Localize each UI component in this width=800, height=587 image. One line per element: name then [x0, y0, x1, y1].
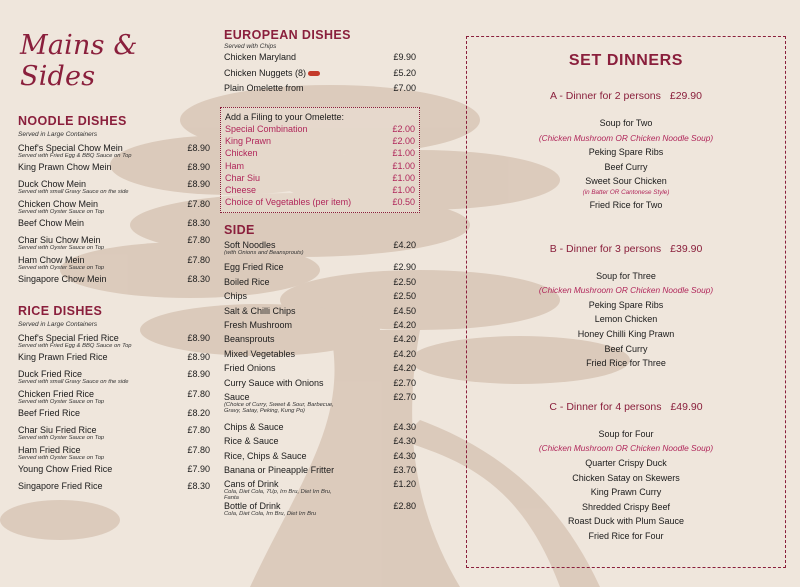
dinner-dish: Soup for Two: [599, 118, 653, 128]
rice-item-name: Char Siu Fried Rice: [18, 425, 97, 436]
dinner-dish: Shredded Crispy Beef: [581, 501, 671, 512]
rice-item-name: Young Chow Fried Rice: [18, 463, 113, 474]
side-item: [224, 320, 416, 334]
side-item-price: £4.30: [393, 421, 416, 432]
side-item-name-wrap: [224, 479, 344, 501]
dinner-dish: Peking Spare Ribs: [588, 147, 664, 158]
side-item-name-wrap: [224, 422, 284, 432]
noodle-item-name-wrap: [18, 255, 104, 271]
rice-item-price: £7.80: [187, 425, 210, 436]
rice-item-name-wrap: [18, 352, 108, 362]
noodle-item-note: Served with small Gravy Sauce on the side: [18, 189, 129, 196]
european-item-price: £7.00: [393, 83, 416, 94]
side-item-name: Banana or Pineapple Fritter: [224, 465, 335, 476]
european-item: [224, 83, 416, 99]
noodle-item-name-wrap: [18, 235, 104, 251]
rice-item: [18, 389, 210, 408]
noodle-item-price: £7.80: [187, 254, 210, 265]
mains-column: [18, 30, 210, 498]
side-item-name-wrap: [224, 436, 279, 446]
european-item-price: £9.90: [393, 52, 416, 62]
side-title: SIDE: [224, 223, 255, 238]
filling-item-name-wrap: [225, 197, 351, 207]
rice-item-name: Chef's Special Fried Rice: [18, 332, 119, 343]
omelette-filling-box: [220, 107, 420, 213]
filling-heading: Add a Filing to your Omelette:: [225, 112, 345, 123]
european-item-name: Chicken Maryland: [224, 52, 297, 62]
side-item: [224, 240, 416, 262]
noodle-item: [18, 274, 210, 291]
noodle-item-name: Beef Chow Mein: [18, 218, 85, 229]
dinner-dish: Lemon Chicken: [594, 314, 658, 325]
european-item-name-wrap: [224, 83, 304, 93]
rice-item-name: Ham Fried Rice: [18, 444, 81, 455]
side-item-name: Chips: [224, 291, 248, 302]
side-item-name: Soft Noodles: [224, 240, 276, 251]
dinner-price: £39.90: [670, 242, 703, 255]
noodle-item-name-wrap: [18, 162, 112, 172]
side-item: [224, 465, 416, 479]
side-item-price: £2.70: [393, 391, 416, 402]
noodle-item-price: £7.80: [187, 198, 210, 209]
dinner-dish: Fried Rice for Three: [586, 358, 666, 369]
filling-item-price: £2.00: [392, 136, 415, 147]
side-item-price: £2.50: [393, 291, 416, 302]
rice-section: [18, 304, 210, 498]
set-dinners-list: [467, 90, 785, 543]
rice-item-name: Singapore Fried Rice: [18, 480, 103, 491]
side-item-name: Rice & Sauce: [224, 436, 279, 447]
side-item-name: Cans of Drink: [224, 479, 279, 490]
side-item: [224, 479, 416, 501]
filling-item-name-wrap: [225, 173, 260, 183]
rice-item-name-wrap: [18, 481, 103, 491]
side-item-name: Boiled Rice: [224, 276, 270, 287]
rice-item-name-wrap: [18, 464, 112, 474]
rice-item-price: £8.30: [187, 480, 210, 491]
filling-item-price: £1.00: [392, 172, 415, 183]
side-item-price: £2.50: [393, 276, 416, 287]
filling-item-name-wrap: [225, 161, 244, 171]
filling-item-name: Ham: [225, 160, 245, 171]
side-item-name-wrap: [224, 277, 270, 287]
side-item-name: Mixed Vegetables: [224, 348, 296, 359]
filling-item: [225, 161, 415, 173]
noodle-item: [18, 235, 210, 254]
side-item-name-wrap: [224, 501, 316, 517]
side-item-name-wrap: [224, 378, 324, 388]
side-item: [224, 363, 416, 377]
rice-list: [18, 333, 210, 498]
rice-item-price: £8.90: [187, 352, 210, 363]
side-section: [224, 223, 416, 523]
side-item: [224, 422, 416, 436]
rice-item-price: £8.20: [187, 408, 210, 419]
dinner-dish: Soup for Four: [598, 428, 654, 439]
rice-title: RICE DISHES: [18, 303, 103, 318]
side-item-name: Bottle of Drink: [224, 501, 281, 512]
filling-item-name: King Prawn: [225, 136, 272, 147]
side-item: [224, 501, 416, 523]
dinner-block: [467, 243, 785, 371]
rice-item-name-wrap: [18, 369, 129, 385]
dinner-price: £29.90: [669, 90, 702, 102]
set-dinners-box: [466, 36, 786, 568]
side-item-note: (Choice of Curry, Sweet & Sour, Barbecue, Gravy, Satay, Peking, Kung Po): [224, 401, 334, 414]
side-item-price: £4.30: [393, 450, 416, 461]
noodle-item: [18, 255, 210, 274]
side-item-price: £4.20: [393, 348, 416, 359]
dinner-dish: Beef Curry: [604, 343, 648, 354]
rice-item-price: £8.90: [187, 369, 210, 380]
rice-item: [18, 425, 210, 444]
dinner-dish: Fried Rice for Two: [589, 199, 663, 210]
side-item-note: Cola, Diet Cola, 7Up, Irn Bru, Diet Irn Bru, Fanta: [224, 489, 332, 502]
european-item-name-wrap: [224, 52, 296, 62]
side-item-name: Egg Fried Rice: [224, 262, 284, 273]
noodle-item-name: Ham Chow Mein: [18, 254, 85, 265]
filling-list: [225, 124, 415, 209]
rice-item-price: £7.90: [187, 463, 210, 474]
rice-item-name-wrap: [18, 425, 104, 441]
rice-item-name: Duck Fried Rice: [18, 369, 83, 380]
side-item-price: £4.50: [393, 305, 416, 316]
dinner-dish: (Chicken Mushroom OR Chicken Noodle Soup): [538, 285, 714, 296]
dinner-dish: Quarter Crispy Duck: [585, 457, 667, 468]
side-list: [224, 240, 416, 523]
dinner-dish: King Prawn Curry: [590, 487, 662, 498]
dinner-dish: Beef Curry: [604, 161, 648, 172]
noodle-item-name-wrap: [18, 179, 129, 195]
european-item: [224, 68, 416, 84]
rice-item-name-wrap: [18, 333, 132, 349]
european-title: EUROPEAN DISHES: [224, 28, 351, 42]
side-item: [224, 349, 416, 363]
side-item-name-wrap: [224, 306, 296, 316]
noodle-item: [18, 218, 210, 235]
european-subtitle: Served with Chips: [224, 43, 277, 50]
dinner-label: A - Dinner for 2 persons: [549, 90, 661, 102]
side-item-price: £4.20: [393, 334, 416, 345]
side-item-note: (with Onions and Beansprouts): [224, 250, 304, 257]
side-item-price: £4.20: [393, 363, 416, 374]
dinner-dish: Peking Spare Ribs: [588, 299, 664, 310]
side-item-name-wrap: [224, 363, 276, 373]
rice-item-note: Served with Oyster Sauce on Top: [18, 398, 105, 405]
european-item: [224, 52, 416, 68]
side-item-name-wrap: [224, 451, 307, 461]
rice-item-name: Chicken Fried Rice: [18, 388, 95, 399]
rice-item: [18, 464, 210, 481]
noodle-item-name: Char Siu Chow Mein: [18, 235, 101, 246]
filling-item-name: Choice of Vegetables (per item): [225, 197, 352, 208]
noodle-item-note: Served with Oyster Sauce on Top: [18, 208, 105, 215]
noodle-item-name: Duck Chow Mein: [18, 179, 87, 190]
dinner-price: £49.90: [670, 400, 703, 413]
side-item-price: £2.80: [393, 501, 416, 512]
dinner-label: B - Dinner for 3 persons: [549, 242, 662, 255]
noodle-item-price: £8.90: [187, 179, 210, 190]
filling-item-name: Cheese: [225, 185, 257, 195]
european-item-name: Plain Omelette from: [224, 83, 304, 94]
side-item-price: £4.30: [393, 436, 416, 447]
filling-item: [225, 136, 415, 148]
noodle-item: [18, 199, 210, 218]
rice-item: [18, 408, 210, 425]
side-item-price: £2.90: [393, 262, 416, 273]
dinner-dish: Soup for Three: [596, 270, 656, 281]
filling-item-name: Char Siu: [225, 172, 261, 183]
side-item: [224, 277, 416, 291]
side-item-name-wrap: [224, 334, 275, 344]
rice-item-price: £8.90: [187, 332, 210, 343]
rice-item: [18, 369, 210, 388]
rice-item-name-wrap: [18, 445, 104, 461]
rice-item-name-wrap: [18, 408, 80, 418]
noodle-item-name: Chef's Special Chow Mein: [18, 143, 123, 153]
rice-item-note: Served with Oyster Sauce on Top: [18, 454, 105, 461]
european-item-name-wrap: [224, 68, 320, 78]
european-list: [224, 52, 416, 99]
rice-item-name: Beef Fried Rice: [18, 408, 81, 419]
dinner-dish: Sweet Sour Chicken: [585, 176, 667, 187]
noodle-item-price: £8.30: [187, 218, 210, 229]
side-item-name: Rice, Chips & Sauce: [224, 450, 307, 461]
dinner-heading: [467, 401, 785, 413]
noodle-item-name: Chicken Chow Mein: [18, 198, 99, 209]
filling-item-name-wrap: [225, 136, 271, 146]
rice-item-note: Served with Fried Egg & BBQ Sauce on Top: [18, 342, 132, 349]
side-item-name: Curry Sauce with Onions: [224, 377, 324, 388]
side-item-name-wrap: [224, 392, 344, 414]
noodle-item-name: Singapore Chow Mein: [18, 273, 107, 284]
noodle-item-price: £8.90: [187, 162, 210, 173]
noodle-item-note: Served with Oyster Sauce on Top: [18, 245, 105, 252]
side-item: [224, 451, 416, 465]
side-item-name: Salt & Chilli Chips: [224, 305, 296, 316]
side-item-price: £2.70: [393, 377, 416, 388]
noodle-item-price: £8.90: [187, 143, 210, 153]
filling-item: [225, 197, 415, 209]
european-item-name: Chicken Nuggets (8): [224, 67, 307, 78]
dinner-block: [467, 401, 785, 544]
dinner-dish: (in Batter OR Cantonese Style): [582, 188, 670, 196]
side-item-name: Fried Onions: [224, 363, 276, 374]
noodle-item: [18, 143, 210, 162]
filling-item: [225, 185, 415, 197]
noodle-item-name-wrap: [18, 218, 84, 228]
side-item-price: £4.20: [393, 319, 416, 330]
noodle-item-price: £8.30: [187, 273, 210, 284]
side-item-note: Cola, Diet Cola, Irn Bru, Diet Irn Bru: [224, 511, 317, 518]
filling-item: [225, 148, 415, 160]
rice-item-price: £7.80: [187, 388, 210, 399]
side-item-name-wrap: [224, 291, 247, 301]
noodle-item: [18, 162, 210, 179]
rice-item: [18, 445, 210, 464]
noodle-item-name-wrap: [18, 143, 132, 159]
noodle-item-name-wrap: [18, 274, 107, 284]
side-item-price: £4.20: [393, 240, 416, 251]
side-item-name: Fresh Mushroom: [224, 319, 293, 330]
dinner-dish: Roast Duck with Plum Sauce: [567, 516, 685, 527]
side-item-price: £3.70: [393, 465, 416, 476]
side-item-name: Sauce: [224, 391, 250, 402]
dinner-dish: Honey Chilli King Prawn: [577, 328, 675, 339]
side-item-name: Beansprouts: [224, 334, 275, 345]
filling-item-price: £2.00: [392, 124, 415, 135]
side-item-name-wrap: [224, 320, 292, 330]
dinner-heading: [467, 90, 785, 102]
rice-item: [18, 352, 210, 369]
side-item: [224, 378, 416, 392]
side-item: [224, 334, 416, 348]
rice-item-name-wrap: [18, 389, 104, 405]
page-title: Mains & Sides: [20, 30, 138, 92]
side-item: [224, 291, 416, 305]
noodle-title: NOODLE DISHES: [18, 114, 127, 128]
side-item: [224, 262, 416, 276]
side-item-name-wrap: [224, 240, 304, 256]
rice-item: [18, 333, 210, 352]
dinner-heading: [467, 243, 785, 255]
filling-item-name: Chicken: [225, 148, 258, 159]
filling-item-name-wrap: [225, 185, 256, 195]
noodle-item: [18, 179, 210, 198]
noodle-list: [18, 143, 210, 291]
side-item-name-wrap: [224, 262, 284, 272]
filling-item-price: £0.50: [392, 197, 415, 208]
noodle-item-note: Served with Fried Egg & BBQ Sauce on Top: [18, 153, 132, 159]
rice-item-note: Served with small Gravy Sauce on the side: [18, 379, 129, 386]
side-item: [224, 392, 416, 422]
rice-item-note: Served with Oyster Sauce on Top: [18, 435, 105, 442]
filling-item-name-wrap: [225, 124, 308, 134]
dinner-block: [467, 90, 785, 213]
rice-item: [18, 481, 210, 498]
side-item-name-wrap: [224, 465, 334, 475]
filling-item-price: £1.00: [392, 148, 415, 159]
dinner-dish: (Chicken Mushroom OR Chicken Noodle Soup): [538, 132, 714, 143]
side-item-name-wrap: [224, 349, 295, 359]
rice-item-price: £7.80: [187, 444, 210, 455]
filling-item-price: £1.00: [392, 160, 415, 171]
european-item-price: £5.20: [393, 67, 416, 78]
dinner-dish: (Chicken Mushroom OR Chicken Noodle Soup): [538, 443, 714, 454]
filling-item: [225, 173, 415, 185]
side-item-name: Chips & Sauce: [224, 421, 284, 432]
dinner-label: C - Dinner for 4 persons: [549, 400, 662, 413]
dinner-dish: Chicken Satay on Skewers: [572, 472, 680, 483]
side-item: [224, 306, 416, 320]
filling-item-price: £1.00: [392, 185, 415, 195]
european-section: [224, 28, 416, 99]
rice-item-name: King Prawn Fried Rice: [18, 352, 108, 363]
noodle-item-note: Served with Oyster Sauce on Top: [18, 264, 105, 271]
noodle-section: [18, 114, 210, 291]
dinner-dish: Fried Rice for Four: [588, 530, 664, 541]
side-item-price: £1.20: [393, 479, 416, 490]
noodle-item-price: £7.80: [187, 235, 210, 246]
noodle-item-name: King Prawn Chow Mein: [18, 162, 112, 173]
side-item: [224, 436, 416, 450]
chilli-icon: [308, 71, 320, 76]
filling-item-name: Special Combination: [225, 124, 308, 135]
noodle-item-name-wrap: [18, 199, 104, 215]
european-side-column: [224, 28, 416, 523]
set-dinners-title: SET DINNERS: [568, 52, 684, 69]
rice-subtitle: Served in Large Containers: [18, 320, 98, 328]
filling-item-name-wrap: [225, 148, 258, 158]
filling-item: [225, 124, 415, 136]
noodle-subtitle: Served in Large Containers: [18, 131, 98, 138]
